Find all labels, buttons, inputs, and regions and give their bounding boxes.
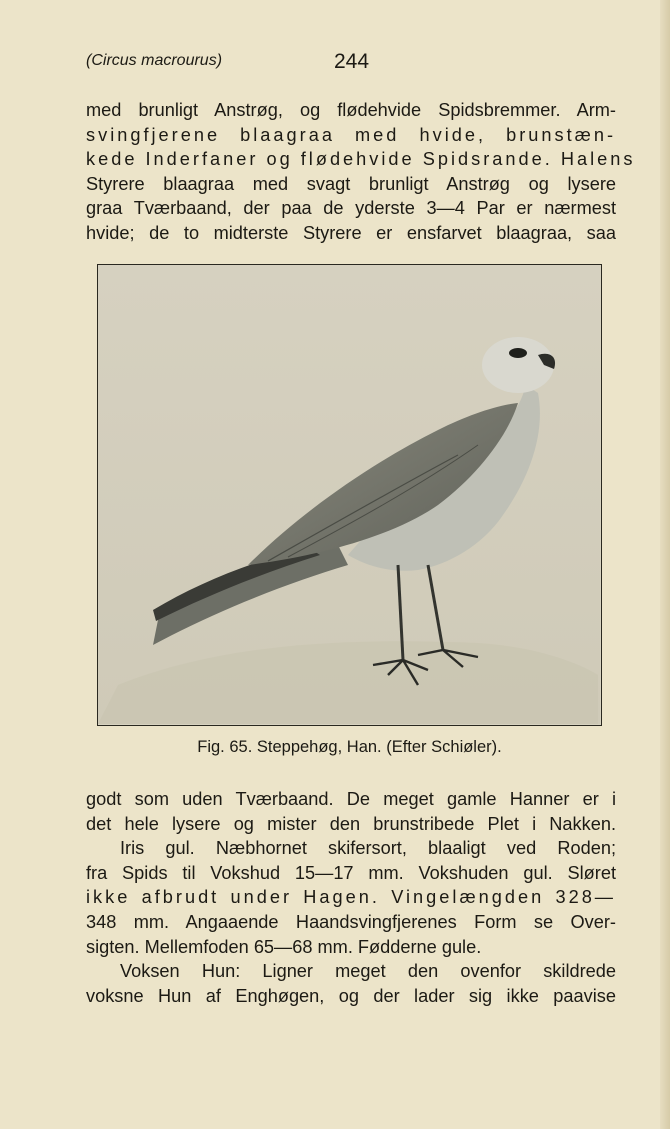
text-line: ikke afbrudt under Hagen. Vingelængden 328— <box>86 887 616 908</box>
bottom-paragraph <box>86 787 616 1008</box>
text-line: svingfjerene blaagraa med hvide, brunstæn- <box>86 124 616 145</box>
text-line: 348 mm. Angaaende Haandsvingfjerenes Form se Over- <box>86 911 616 932</box>
text-line: voksne Hun af Enghøgen, og der lader sig ikke paavise <box>86 985 616 1006</box>
figure-plate <box>97 264 602 726</box>
text-line: med brunligt Anstrøg, og flødehvide Spidsbremmer. Arm- <box>86 100 616 120</box>
text-line: sigten. Mellemfoden 65—68 mm. Fødderne gule. <box>86 936 482 957</box>
page-header <box>86 50 616 78</box>
page-number: 244 <box>334 50 370 73</box>
page-edge <box>660 0 670 1129</box>
text-line: Voksen Hun: Ligner meget den ovenfor skildrede <box>120 961 616 982</box>
text-line: hvide; de to midterste Styrere er ensfarvet blaagraa, saa <box>86 222 616 243</box>
text-line: kede Inderfaner og flødehvide Spidsrande. Halens <box>86 149 636 170</box>
figure-caption: Fig. 65. Steppehøg, Han. (Efter Schiøler). <box>197 738 502 756</box>
running-head: (Circus macrourus) <box>86 52 223 69</box>
text-line: graa Tværbaand, der paa de yderste 3—4 Par er nærmest <box>86 198 616 219</box>
text-line: fra Spids til Vokshud 15—17 mm. Vokshuden gul. Sløret <box>86 862 616 883</box>
top-paragraph <box>86 98 636 246</box>
hawk-eye <box>509 348 527 358</box>
text-line: det hele lysere og mister den brunstribede Plet i Nakken. <box>86 813 616 834</box>
text-line: Styrere blaagraa med svagt brunligt Anstrøg og lysere <box>86 173 616 194</box>
text-line: Iris gul. Næbhornet skifersort, blaaligt ved Roden; <box>120 838 616 859</box>
text-line: godt som uden Tværbaand. De meget gamle Hanner er i <box>86 789 616 809</box>
hawk-head <box>482 337 554 393</box>
hawk-illustration <box>98 265 600 724</box>
